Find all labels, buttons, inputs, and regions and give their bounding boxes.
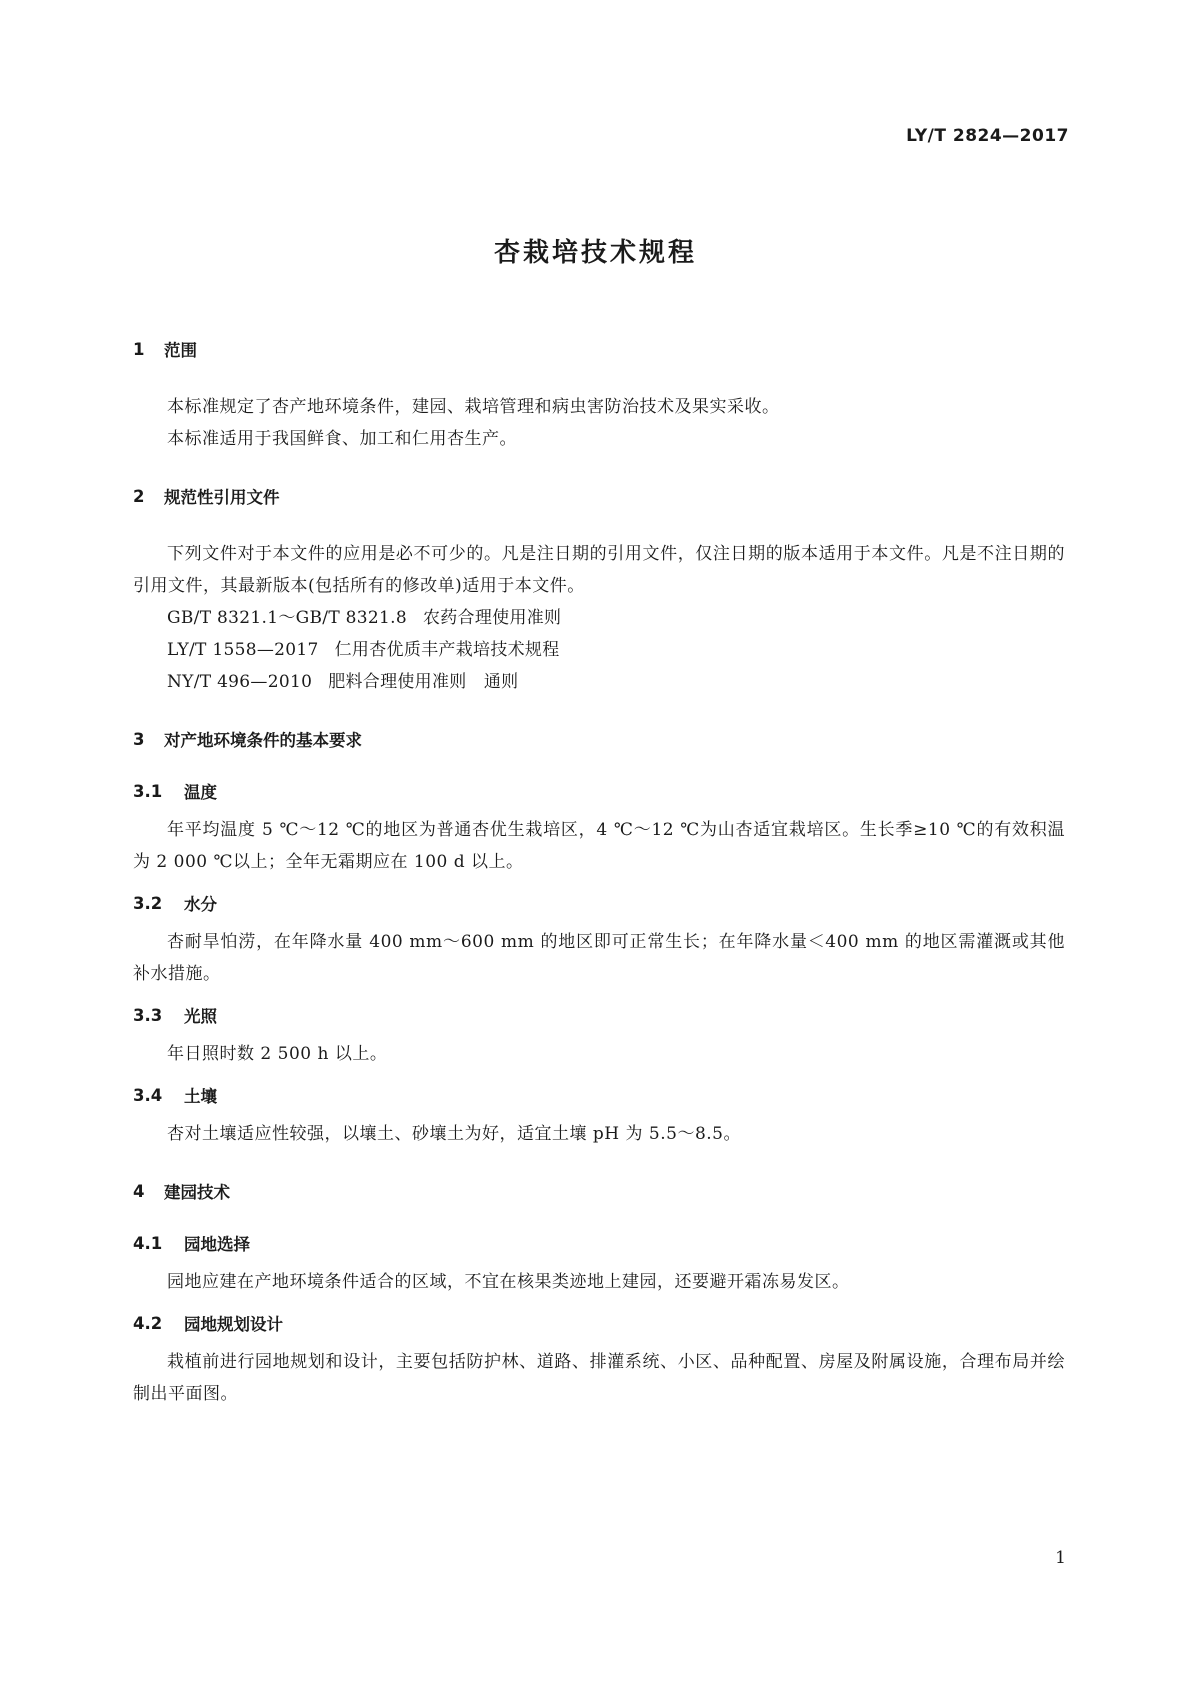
subsection-title: 园地规划设计: [184, 1315, 283, 1334]
subsection-number: 4.1: [133, 1233, 163, 1253]
subsection-4-2-heading: [133, 1312, 1065, 1334]
subsection-3-3-heading: [133, 1004, 1065, 1026]
paragraph: 年日照时数 2 500 h 以上。: [167, 1044, 388, 1064]
subsection-3-4-heading: [133, 1084, 1065, 1106]
normative-reference: [133, 602, 1065, 634]
section-3-heading: [133, 728, 1065, 750]
subsection-number: 3.2: [133, 893, 163, 913]
reference-title: 农药合理使用准则: [422, 608, 562, 628]
document-body: [133, 338, 1065, 1410]
subsection-title: 温度: [184, 783, 217, 802]
paragraph: 本标准规定了杏产地环境条件，建园、栽培管理和病虫害防治技术及果实采收。: [167, 397, 780, 417]
normative-reference: [133, 634, 1065, 666]
subsection-title: 土壤: [184, 1087, 217, 1106]
section-title: 规范性引用文件: [164, 488, 280, 507]
reference-code: NY/T 496—2010: [167, 672, 313, 692]
paragraph: 杏对土壤适应性较强，以壤土、砂壤土为好，适宜土壤 pH 为 5.5～8.5。: [167, 1124, 741, 1144]
subsection-title: 水分: [184, 895, 217, 914]
standard-code: LY/T 2824—2017: [906, 126, 1069, 146]
reference-code: GB/T 8321.1～GB/T 8321.8: [167, 608, 407, 628]
section-number: 4: [133, 1181, 145, 1201]
page-number: 1: [1055, 1548, 1066, 1568]
reference-title: 肥料合理使用准则 通则: [328, 672, 519, 692]
section-title: 建园技术: [164, 1183, 230, 1202]
paragraph: 本标准适用于我国鲜食、加工和仁用杏生产。: [167, 429, 517, 449]
subsection-3-2-heading: [133, 892, 1065, 914]
document-title: 杏栽培技术规程: [493, 238, 697, 268]
section-4-heading: [133, 1180, 1065, 1202]
paragraph: 下列文件对于本文件的应用是必不可少的。凡是注日期的引用文件，仅注日期的版本适用于本文件。凡是不注日期的引用文件，其最新版本(包括所有的修改单)适用于本文件。: [133, 544, 1065, 596]
subsection-3-1-heading: [133, 780, 1065, 802]
reference-title: 仁用杏优质丰产栽培技术规程: [334, 640, 560, 660]
section-1-heading: [133, 338, 1065, 360]
subsection-number: 3.1: [133, 781, 163, 801]
subsection-title: 园地选择: [184, 1235, 250, 1254]
subsection-4-1-heading: [133, 1232, 1065, 1254]
section-title: 对产地环境条件的基本要求: [164, 731, 362, 750]
section-number: 2: [133, 486, 145, 506]
paragraph: 杏耐旱怕涝，在年降水量 400 mm～600 mm 的地区即可正常生长；在年降水量＜400 mm 的地区需灌溉或其他补水措施。: [133, 932, 1065, 984]
paragraph: 栽植前进行园地规划和设计，主要包括防护林、道路、排灌系统、小区、品种配置、房屋及附属设施，合理布局并绘制出平面图。: [133, 1352, 1065, 1404]
reference-code: LY/T 1558—2017: [167, 640, 319, 660]
section-number: 1: [133, 339, 145, 359]
subsection-number: 3.3: [133, 1005, 163, 1025]
normative-reference: [133, 666, 1065, 698]
subsection-number: 4.2: [133, 1313, 163, 1333]
subsection-title: 光照: [184, 1007, 217, 1026]
section-number: 3: [133, 729, 145, 749]
section-2-heading: [133, 485, 1065, 507]
section-title: 范围: [164, 341, 197, 360]
paragraph: 园地应建在产地环境条件适合的区域，不宜在核果类迹地上建园，还要避开霜冻易发区。: [167, 1272, 850, 1292]
subsection-number: 3.4: [133, 1085, 163, 1105]
paragraph: 年平均温度 5 ℃～12 ℃的地区为普通杏优生栽培区，4 ℃～12 ℃为山杏适宜栽培区。生长季≥10 ℃的有效积温为 2 000 ℃以上；全年无霜期应在 100 d 以上。: [133, 820, 1065, 872]
